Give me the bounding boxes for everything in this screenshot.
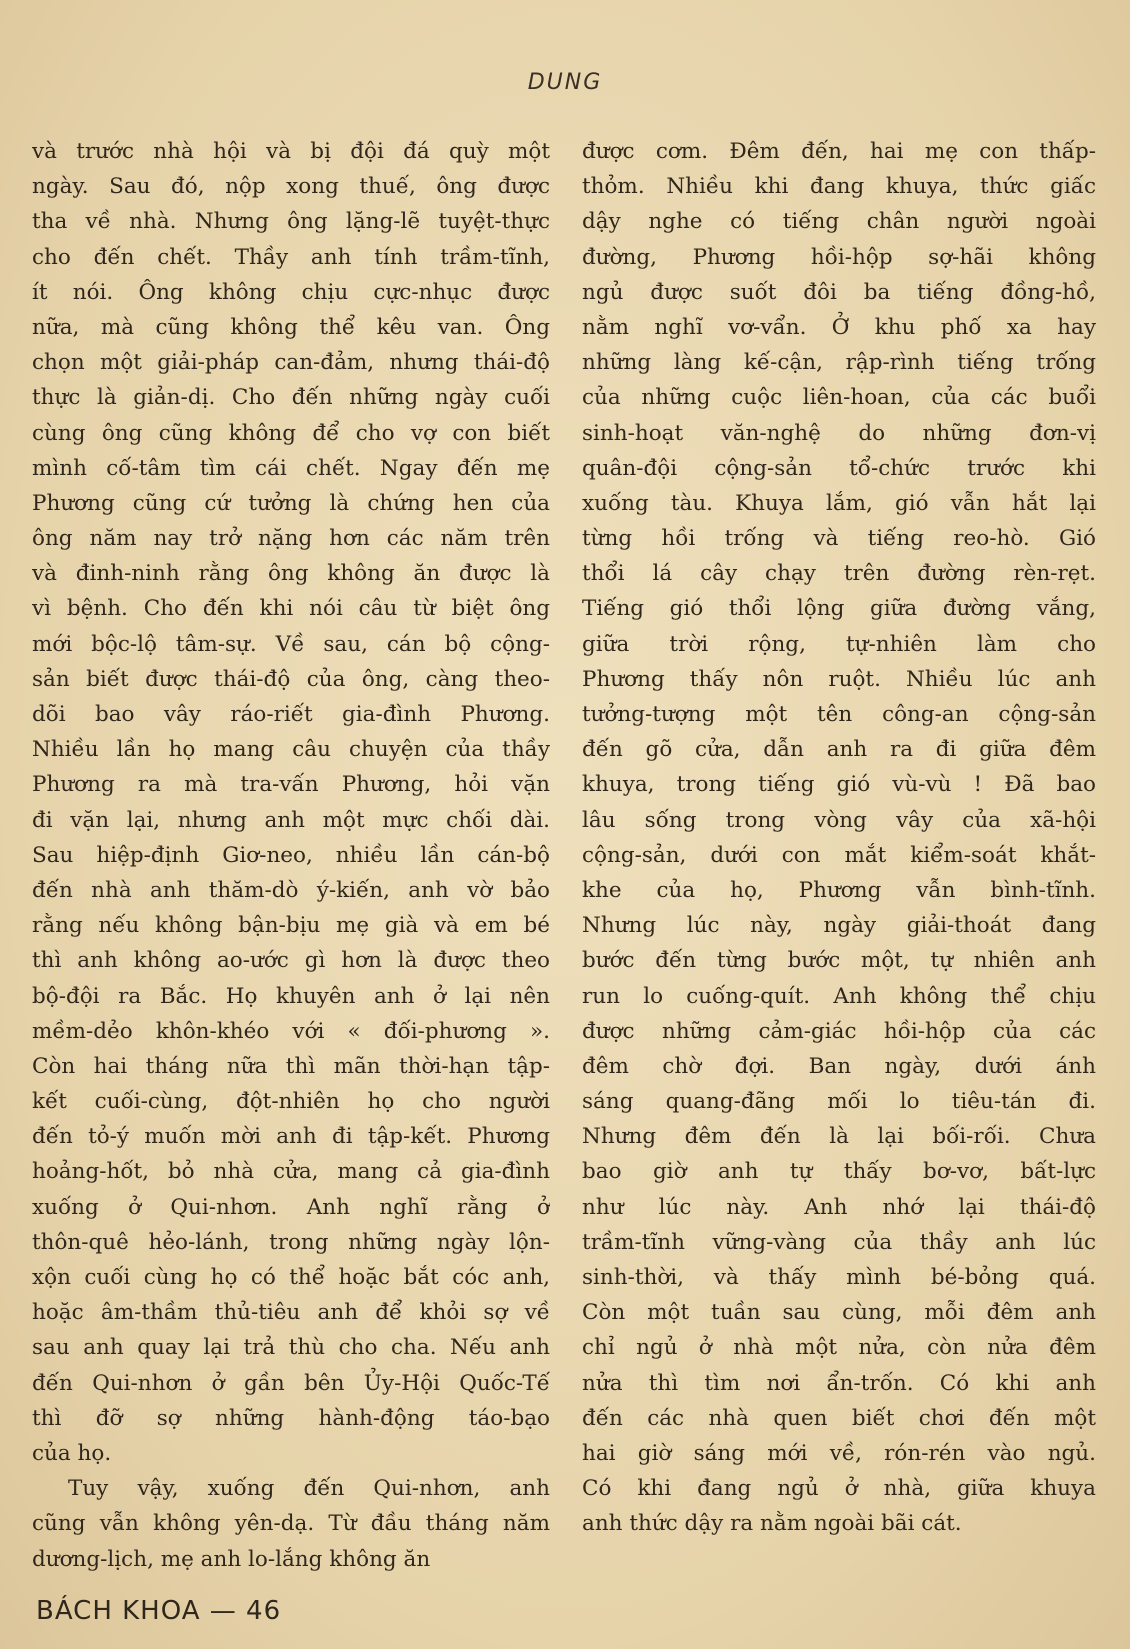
- text-line: đến tỏ-ý muốn mời anh đi tập-kết. Phương: [32, 1124, 550, 1150]
- text-line: Sau hiệp-định Giơ-neo, nhiều lần cán-bộ: [32, 842, 550, 868]
- text-line: như lúc này. Anh nhớ lại thái-độ: [582, 1194, 1096, 1220]
- text-line: Còn một tuần sau cùng, mỗi đêm anh: [582, 1300, 1096, 1326]
- text-line: thực là giản-dị. Cho đến những ngày cuối: [32, 385, 550, 411]
- running-title: DUNG: [527, 70, 603, 95]
- text-line: hoặc âm-thầm thủ-tiêu anh để khỏi sợ về: [32, 1300, 550, 1326]
- text-line: khe của họ, Phương vẫn bình-tĩnh.: [582, 877, 1096, 903]
- text-line: tha về nhà. Nhưng ông lặng-lẽ tuyệt-thực: [32, 209, 550, 235]
- text-line: nằm nghĩ vơ-vẩn. Ở khu phố xa hay: [582, 314, 1096, 340]
- text-line: những làng kế-cận, rập-rình tiếng trống: [582, 350, 1096, 376]
- text-line: vì bệnh. Cho đến khi nói câu từ biệt ông: [32, 596, 550, 622]
- text-line: Còn hai tháng nữa thì mãn thời-hạn tập-: [32, 1053, 550, 1079]
- text-line: được cơm. Đêm đến, hai mẹ con thấp-: [582, 139, 1096, 164]
- text-line: anh thức dậy ra nằm ngoài bãi cát.: [582, 1511, 962, 1537]
- text-line: của họ.: [32, 1440, 112, 1466]
- text-line: trầm-tĩnh vững-vàng của thầy anh lúc: [582, 1229, 1096, 1255]
- text-line: ông năm nay trở nặng hơn các năm trên: [32, 526, 550, 552]
- text-line: được những cảm-giác hồi-hộp của các: [582, 1018, 1096, 1044]
- text-line: chọn một giải-pháp can-đảm, nhưng thái-độ: [32, 350, 550, 376]
- text-line: cũng vẫn không yên-dạ. Từ đầu tháng năm: [32, 1511, 550, 1537]
- text-line: bước đến từng bước một, tự nhiên anh: [582, 948, 1096, 974]
- text-line: nửa thì tìm nơi ẩn-trốn. Có khi anh: [582, 1370, 1096, 1396]
- text-line: giữa trời rộng, tự-nhiên làm cho: [582, 631, 1096, 657]
- text-line: và trước nhà hội và bị đội đá quỳ một: [32, 139, 550, 164]
- text-line: Nhưng đêm đến là lại bối-rối. Chưa: [582, 1124, 1096, 1150]
- text-line: cho đến chết. Thầy anh tính trầm-tĩnh,: [32, 244, 550, 270]
- text-line: sinh-hoạt văn-nghệ do những đơn-vị: [582, 420, 1096, 446]
- page-footer: BÁCH KHOA — 46: [36, 1596, 282, 1626]
- text-line: ngày. Sau đó, nộp xong thuế, ông được: [32, 174, 550, 200]
- text-line: đi vặn lại, nhưng anh một mực chối dài.: [32, 807, 550, 833]
- text-line: khuya, trong tiếng gió vù-vù ! Đã bao: [582, 772, 1096, 798]
- text-line: đến gõ cửa, dẫn anh ra đi giữa đêm: [582, 737, 1096, 763]
- text-line: mình cố-tâm tìm cái chết. Ngay đến mẹ: [32, 455, 550, 481]
- text-line: của những cuộc liên-hoan, của các buổi: [582, 385, 1096, 411]
- text-line: sáng quang-đãng mối lo tiêu-tán đi.: [582, 1089, 1096, 1115]
- text-line: đêm chờ đợi. Ban ngày, dưới ánh: [582, 1053, 1096, 1079]
- text-line: tưởng-tượng một tên công-an cộng-sản: [582, 702, 1096, 727]
- text-line: thì anh không ao-ước gì hơn là được theo: [32, 948, 550, 974]
- text-line: Nhiều lần họ mang câu chuyện của thầy: [32, 737, 550, 763]
- text-line: ít nói. Ông không chịu cực-nhục được: [32, 279, 550, 305]
- text-line: xộn cuối cùng họ có thể hoặc bắt cóc anh,: [32, 1265, 550, 1290]
- text-line: hai giờ sáng mới về, rón-rén vào ngủ.: [582, 1440, 1096, 1466]
- text-line: và đinh-ninh rằng ông không ăn được là: [32, 561, 550, 587]
- text-line: run lo cuống-quít. Anh không thể chịu: [582, 983, 1096, 1009]
- text-line: sinh-thời, và thấy mình bé-bỏng quá.: [582, 1265, 1096, 1290]
- text-line: hoảng-hốt, bỏ nhà cửa, mang cả gia-đình: [32, 1159, 550, 1185]
- text-line: đến nhà anh thăm-dò ý-kiến, anh vờ bảo: [32, 877, 550, 903]
- text-line: mềm-dẻo khôn-khéo với « đối-phương ».: [32, 1018, 550, 1044]
- text-line: bộ-đội ra Bắc. Họ khuyên anh ở lại nên: [32, 983, 550, 1009]
- text-line: cộng-sản, dưới con mắt kiểm-soát khắt-: [582, 842, 1096, 868]
- text-line: thỏm. Nhiều khi đang khuya, thức giấc: [582, 174, 1096, 200]
- text-line: mới bộc-lộ tâm-sự. Về sau, cán bộ cộng-: [32, 631, 550, 657]
- text-line: thì đỡ sợ những hành-động táo-bạo: [32, 1405, 550, 1431]
- text-line: cùng ông cũng không để cho vợ con biết: [32, 420, 550, 446]
- text-line: Phương ra mà tra-vấn Phương, hỏi vặn: [32, 772, 550, 798]
- text-line: sau anh quay lại trả thù cho cha. Nếu anh: [32, 1335, 550, 1361]
- text-line: đến các nhà quen biết chơi đến một: [582, 1405, 1096, 1431]
- text-line: Phương thấy nôn ruột. Nhiều lúc anh: [582, 666, 1096, 692]
- left-text-column: [32, 134, 550, 1577]
- text-line: kết cuối-cùng, đột-nhiên họ cho người: [32, 1089, 550, 1115]
- text-line: bao giờ anh tự thấy bơ-vơ, bất-lực: [582, 1159, 1096, 1185]
- text-line: sản biết được thái-độ của ông, càng theo-: [32, 666, 550, 692]
- text-line: Tuy vậy, xuống đến Qui-nhơn, anh: [68, 1476, 550, 1502]
- text-line: xuống ở Qui-nhơn. Anh nghĩ rằng ở: [32, 1194, 550, 1220]
- text-line: quân-đội cộng-sản tổ-chức trước khi: [582, 455, 1096, 481]
- text-line: xuống tàu. Khuya lắm, gió vẫn hắt lại: [582, 490, 1096, 516]
- text-line: từng hồi trống và tiếng reo-hò. Gió: [582, 526, 1096, 552]
- text-line: Có khi đang ngủ ở nhà, giữa khuya: [582, 1476, 1096, 1502]
- text-line: dậy nghe có tiếng chân người ngoài: [582, 209, 1096, 235]
- text-line: đường, Phương hồi-hộp sợ-hãi không: [582, 244, 1096, 270]
- text-line: thôn-quê hẻo-lánh, trong những ngày lộn-: [32, 1229, 550, 1255]
- text-line: rằng nếu không bận-bịu mẹ già và em bé: [32, 913, 550, 939]
- text-line: dương-lịch, mẹ anh lo-lắng không ăn: [32, 1546, 431, 1572]
- right-text-column: [582, 134, 1096, 1542]
- text-line: thổi lá cây chạy trên đường rèn-rẹt.: [582, 561, 1096, 587]
- text-line: dõi bao vây ráo-riết gia-đình Phương.: [32, 702, 550, 727]
- text-line: Tiếng gió thổi lộng giữa đường vắng,: [582, 596, 1096, 622]
- text-line: Nhưng lúc này, ngày giải-thoát đang: [582, 913, 1096, 939]
- text-line: lâu sống trong vòng vây của xã-hội: [582, 807, 1096, 833]
- text-line: chỉ ngủ ở nhà một nửa, còn nửa đêm: [582, 1335, 1096, 1361]
- text-line: nữa, mà cũng không thể kêu van. Ông: [32, 314, 550, 340]
- text-line: đến Qui-nhơn ở gần bên Ủy-Hội Quốc-Tế: [32, 1370, 550, 1396]
- text-line: Phương cũng cứ tưởng là chứng hen của: [32, 490, 550, 516]
- text-line: ngủ được suốt đôi ba tiếng đồng-hồ,: [582, 279, 1096, 305]
